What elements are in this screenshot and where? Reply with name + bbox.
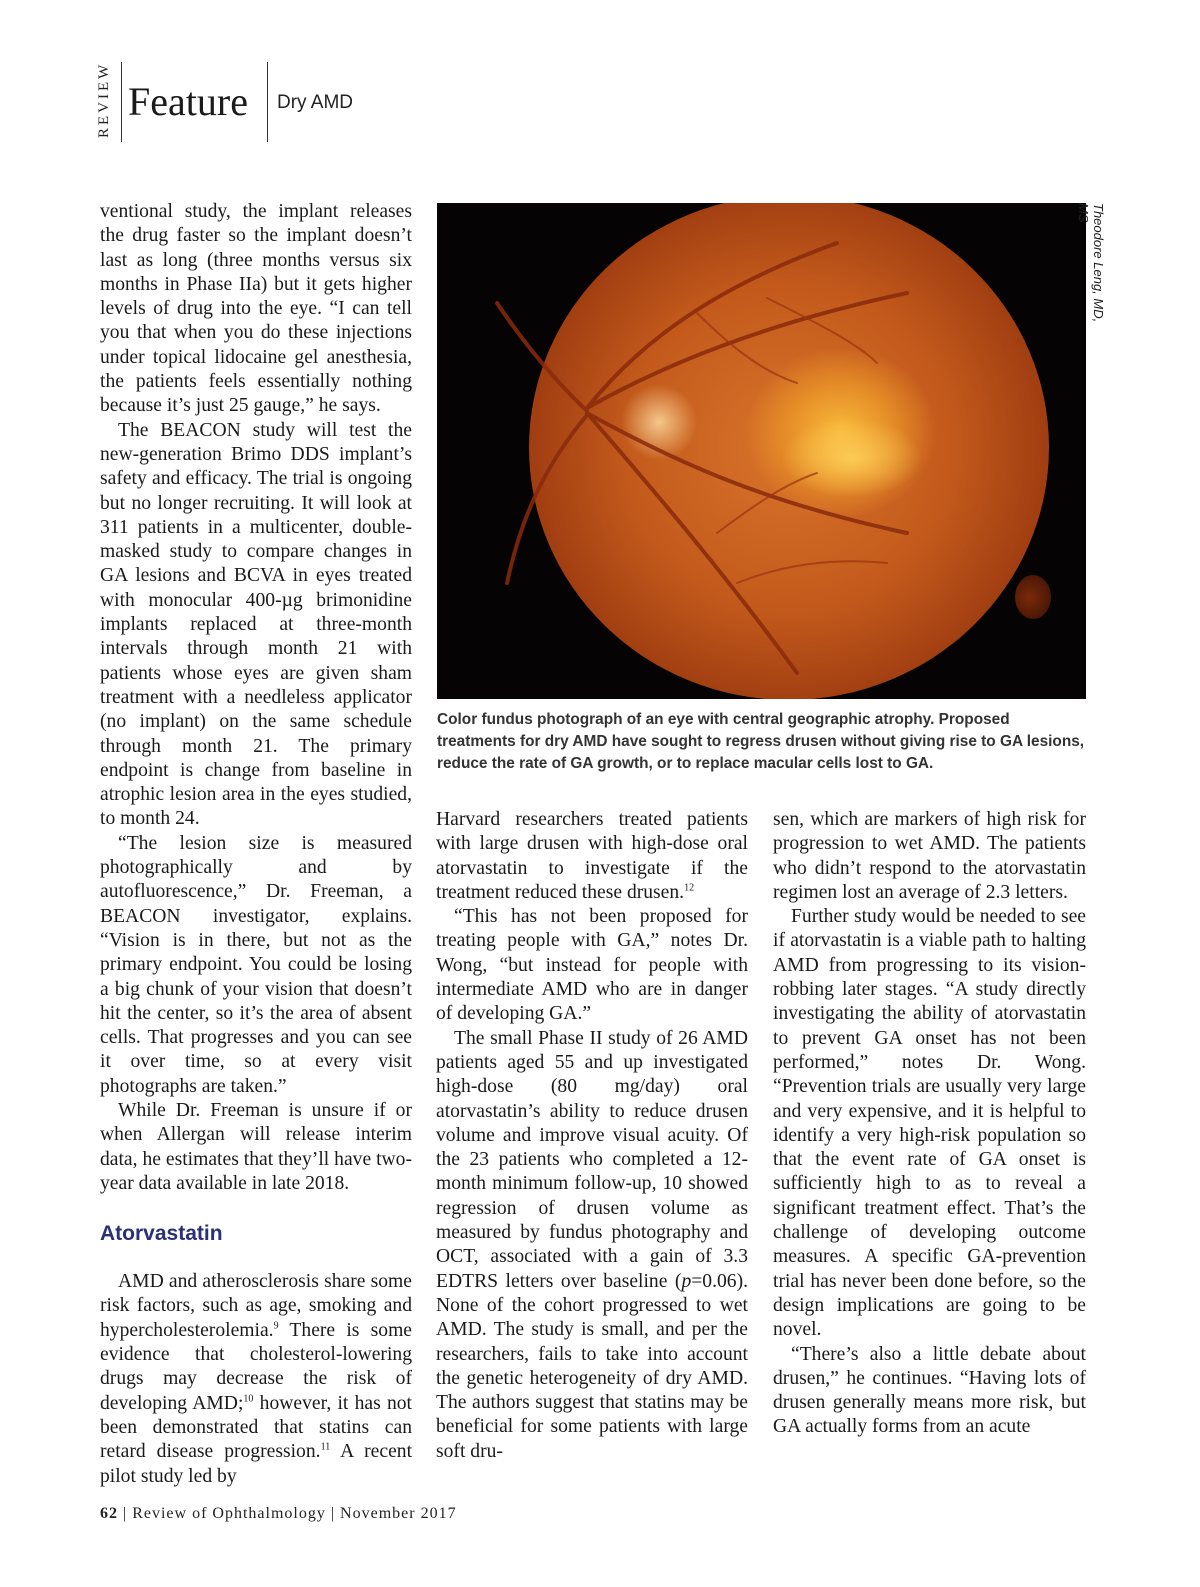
paragraph (100, 1270, 412, 1489)
page-number: 62 (100, 1505, 118, 1522)
retinal-vessels (437, 203, 1086, 699)
reference-marker: 12 (684, 882, 695, 894)
paragraph: sen, which are markers of high risk for progression to wet AMD. The patients who didn’t respond to the atorvastatin regimen lost an average of 2.3 letters. (773, 809, 1086, 903)
text-run: AMD and atherosclerosis share some risk factors, such as age, smoking and hypercholesterolemia. (100, 1271, 412, 1341)
reference-marker: 11 (320, 1441, 331, 1453)
footer-divider: | (123, 1505, 133, 1522)
fundus-photograph (437, 203, 1086, 699)
issue-date: November 2017 (340, 1505, 457, 1522)
paragraph: “The lesion size is measured photographically and by autofluorescence,” Dr. Freeman, a BEACON investigator, explains. “Vision is in there, but not as the primary endpoint. You could be losing a big chunk of your vision that doesn’t hit the center, so it’s the area of absent cells. That progresses and you can see it over time, so at every visit photographs are taken.” (100, 832, 412, 1097)
paragraph: ventional study, the implant releases the drug faster so the implant doesn’t last as long (three months versus six months in Phase IIa) but it gets higher levels of drug into the eye. “I can tell you that when you do these injections under topical lidocaine gel anesthesia, the patients feels essentially nothing because it’s just 25 gauge,” he says. (100, 201, 412, 417)
header-divider (121, 62, 122, 142)
text-run: =0.06). None of the cohort progressed to wet AMD. The study is small, and per the researchers, fails to take into account the genetic heterogeneity of dry AMD. The authors suggest that statins may be beneficial for some patients with large soft dru- (436, 1270, 748, 1462)
publication-name: Review of Ophthalmology (132, 1505, 326, 1522)
italic-symbol: p (681, 1270, 692, 1292)
feature-heading: Feature (128, 79, 248, 124)
text-run: Harvard researchers treated patients with large drusen with high-dose oral atorvastatin to investigate if the treatment reduced these drusen. (436, 809, 748, 903)
photo-credit: Theodore Leng, MD, MS (1076, 203, 1106, 323)
paragraph (436, 808, 748, 905)
paragraph: Further study would be needed to see if atorvastatin is a viable path to halting AMD from progressing to its vision-robbing later stages. “A study directly investigating the ability of atorvastatin to prevent GA onset has not been performed,” notes Dr. Wong. “Prevention trials are usually very large and very expensive, and it is helpful to identify a very high-risk population so that the event rate of GA onset is sufficiently high to as to reveal a significant treatment effect. That’s the challenge of developing outcome measures. A specific GA-prevention trial has never been done before, so the design implications are going to be novel. (773, 906, 1086, 1341)
section-label: REVIEW (96, 61, 112, 139)
section-subheading: Atorvastatin (100, 1222, 223, 1246)
article-column-2 (436, 808, 748, 1464)
paragraph: “This has not been proposed for treating people with GA,” notes Dr. Wong, “but instead for people with intermediate AMD who are in danger of developing GA.” (436, 906, 748, 1025)
paragraph: While Dr. Freeman is unsure if or when Allergan will release interim data, he estimates that they’ll have two-year data available in late 2018. (100, 1099, 412, 1194)
text-run: A recent pilot study led by (100, 1441, 413, 1487)
text-run: however, it has not been demonstrated that statins can retard disease progression. (100, 1392, 413, 1463)
figure-caption: Color fundus photograph of an eye with central geographic atrophy. Proposed treatments for dry AMD have sought to regress drusen without giving rise to GA lesions, reduce the rate of GA growth, or to replace macular cells lost to GA. (437, 711, 1085, 772)
article-column-1 (100, 200, 412, 1489)
reference-marker: 10 (243, 1393, 254, 1405)
text-run: The small Phase II study of 26 AMD patients aged 55 and up investigated high-dose (80 mg/day) oral atorvastatin’s ability to reduce drusen volume and improve visual acuity. Of the 23 patients who completed a 12-month minimum follow-up, 10 showed regression of drusen volume as measured by fundus photography and OCT, associated with a gain of 3.3 EDTRS letters over baseline ( (436, 1027, 748, 1292)
header-divider (267, 62, 268, 142)
text-run: There is some evidence that cholesterol-lowering drugs may decrease the risk of developing AMD; (100, 1319, 412, 1414)
reference-marker: 9 (273, 1320, 279, 1332)
article-column-3 (773, 808, 1086, 1440)
paragraph: “There’s also a little debate about drusen,” he continues. “Having lots of drusen generally means more risk, but GA actually forms from an acute (773, 1343, 1086, 1438)
footer-divider: | (330, 1505, 341, 1522)
paragraph (436, 1027, 748, 1464)
page-footer (100, 1505, 457, 1523)
topic-label: Dry AMD (277, 92, 353, 113)
paragraph: The BEACON study will test the new-generation Brimo DDS implant’s safety and efficacy. The trial is ongoing but no longer recruiting. It will look at 311 patients in a multicenter, double-masked study to compare changes in GA lesions and BCVA in eyes treated with monocular 400-µg brimonidine implants replaced at three-month intervals through month 21 with patients whose eyes are given sham treatment with a needleless applicator (no implant) on the same schedule through month 21. The primary endpoint is change from baseline in atrophic lesion area in the eyes studied, to month 24. (100, 419, 412, 830)
